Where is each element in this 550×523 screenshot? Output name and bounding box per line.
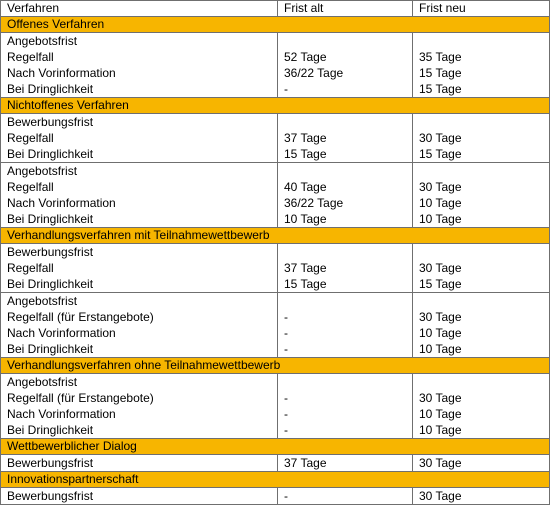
frist-alt-value: 15 Tage [284,147,327,161]
frist-neu-cell [413,163,550,228]
frist-alt-cell [278,455,413,472]
group-heading-spacer [284,33,412,49]
row-label: Bewerbungsfrist [7,456,94,470]
verfahren-cell [1,455,278,472]
frist-neu-cell [413,114,550,163]
row-label: Regelfall [7,261,54,275]
row-label: Regelfall [7,131,54,145]
row-label: Regelfall [7,50,54,64]
row-label: Bei Dringlichkeit [7,212,94,226]
frist-neu-value: 15 Tage [419,277,462,291]
header-verfahren: Verfahren [1,1,278,17]
row-label: Bei Dringlichkeit [7,277,94,291]
section-header-row [1,439,550,455]
section-header-row [1,17,550,33]
section-header-row [1,472,550,488]
verfahren-cell [1,114,278,163]
deadline-group-row [1,163,550,228]
header-frist-neu: Frist neu [413,1,550,17]
group-heading: Angebotsfrist [7,34,78,48]
frist-alt-value: 36/22 Tage [284,66,344,80]
row-label: Regelfall (für Erstangebote) [7,310,154,324]
frist-neu-value: 30 Tage [419,456,462,470]
row-label: Nach Vorinformation [7,196,116,210]
frist-alt-cell [278,33,413,98]
deadline-group-row [1,293,550,358]
section-title: Verhandlungsverfahren mit Teilnahmewettbewerb [1,228,550,244]
frist-neu-value: 35 Tage [419,50,462,64]
frist-neu-value: 10 Tage [419,196,462,210]
deadline-group-row [1,374,550,439]
deadline-group-row [1,33,550,98]
table-body [1,17,550,505]
frist-alt-value: 10 Tage [284,212,327,226]
frist-alt-cell [278,293,413,358]
row-label: Nach Vorinformation [7,407,116,421]
row-label: Bei Dringlichkeit [7,342,94,356]
verfahren-cell [1,163,278,228]
section-title: Wettbewerblicher Dialog [1,439,550,455]
row-label: Nach Vorinformation [7,326,116,340]
frist-alt-cell [278,244,413,293]
frist-alt-value: - [284,310,288,324]
frist-alt-value: 37 Tage [284,456,327,470]
group-heading-spacer [284,163,412,179]
frist-alt-value: - [284,326,288,340]
frist-neu-value: 30 Tage [419,391,462,405]
frist-neu-value: 10 Tage [419,212,462,226]
frist-alt-cell [278,374,413,439]
frist-neu-cell [413,244,550,293]
verfahren-cell [1,244,278,293]
group-heading-spacer [419,33,549,49]
frist-neu-value: 10 Tage [419,326,462,340]
frist-neu-value: 10 Tage [419,423,462,437]
deadline-group-row [1,244,550,293]
frist-alt-value: - [284,423,288,437]
verfahren-cell [1,488,278,505]
frist-neu-cell [413,374,550,439]
section-title: Verhandlungsverfahren ohne Teilnahmewettbewerb [1,358,550,374]
frist-alt-value: 37 Tage [284,131,327,145]
frist-alt-value: - [284,489,288,503]
section-header-row [1,228,550,244]
row-label: Bei Dringlichkeit [7,147,94,161]
verfahren-cell [1,293,278,358]
frist-neu-cell [413,33,550,98]
frist-alt-value: 52 Tage [284,50,327,64]
group-heading-spacer [419,244,549,260]
group-heading-spacer [284,244,412,260]
frist-neu-value: 30 Tage [419,310,462,324]
frist-neu-cell [413,488,550,505]
frist-neu-value: 15 Tage [419,66,462,80]
group-heading: Bewerbungsfrist [7,115,94,129]
group-heading-spacer [284,293,412,309]
frist-neu-value: 30 Tage [419,489,462,503]
frist-alt-value: 36/22 Tage [284,196,344,210]
group-heading: Bewerbungsfrist [7,245,94,259]
frist-alt-value: - [284,391,288,405]
group-heading: Angebotsfrist [7,375,78,389]
frist-alt-value: 37 Tage [284,261,327,275]
frist-neu-value: 30 Tage [419,180,462,194]
section-title: Offenes Verfahren [1,17,550,33]
row-label: Bei Dringlichkeit [7,423,94,437]
group-heading-spacer [284,374,412,390]
deadline-group-row [1,488,550,505]
frist-alt-value: - [284,407,288,421]
frist-neu-cell [413,293,550,358]
frist-alt-value: 15 Tage [284,277,327,291]
section-header-row [1,358,550,374]
frist-alt-cell [278,163,413,228]
section-title: Innovationspartnerschaft [1,472,550,488]
frist-neu-value: 30 Tage [419,261,462,275]
deadline-group-row [1,114,550,163]
frist-neu-value: 15 Tage [419,82,462,96]
group-heading-spacer [284,114,412,130]
header-row [1,1,550,17]
row-label: Bewerbungsfrist [7,489,94,503]
section-header-row [1,98,550,114]
frist-neu-cell [413,455,550,472]
group-heading-spacer [419,163,549,179]
group-heading-spacer [419,374,549,390]
group-heading-spacer [419,293,549,309]
frist-alt-cell [278,114,413,163]
verfahren-cell [1,33,278,98]
frist-alt-value: - [284,82,288,96]
frist-neu-value: 15 Tage [419,147,462,161]
frist-alt-value: 40 Tage [284,180,327,194]
frist-alt-value: - [284,342,288,356]
group-heading: Angebotsfrist [7,294,78,308]
verfahren-cell [1,374,278,439]
frist-neu-value: 10 Tage [419,342,462,356]
row-label: Regelfall (für Erstangebote) [7,391,154,405]
row-label: Regelfall [7,180,54,194]
frist-neu-value: 10 Tage [419,407,462,421]
header-frist-alt: Frist alt [278,1,413,17]
row-label: Bei Dringlichkeit [7,82,94,96]
row-label: Nach Vorinformation [7,66,116,80]
group-heading: Angebotsfrist [7,164,78,178]
frist-alt-cell [278,488,413,505]
group-heading-spacer [419,114,549,130]
deadline-group-row [1,455,550,472]
section-title: Nichtoffenes Verfahren [1,98,550,114]
frist-neu-value: 30 Tage [419,131,462,145]
